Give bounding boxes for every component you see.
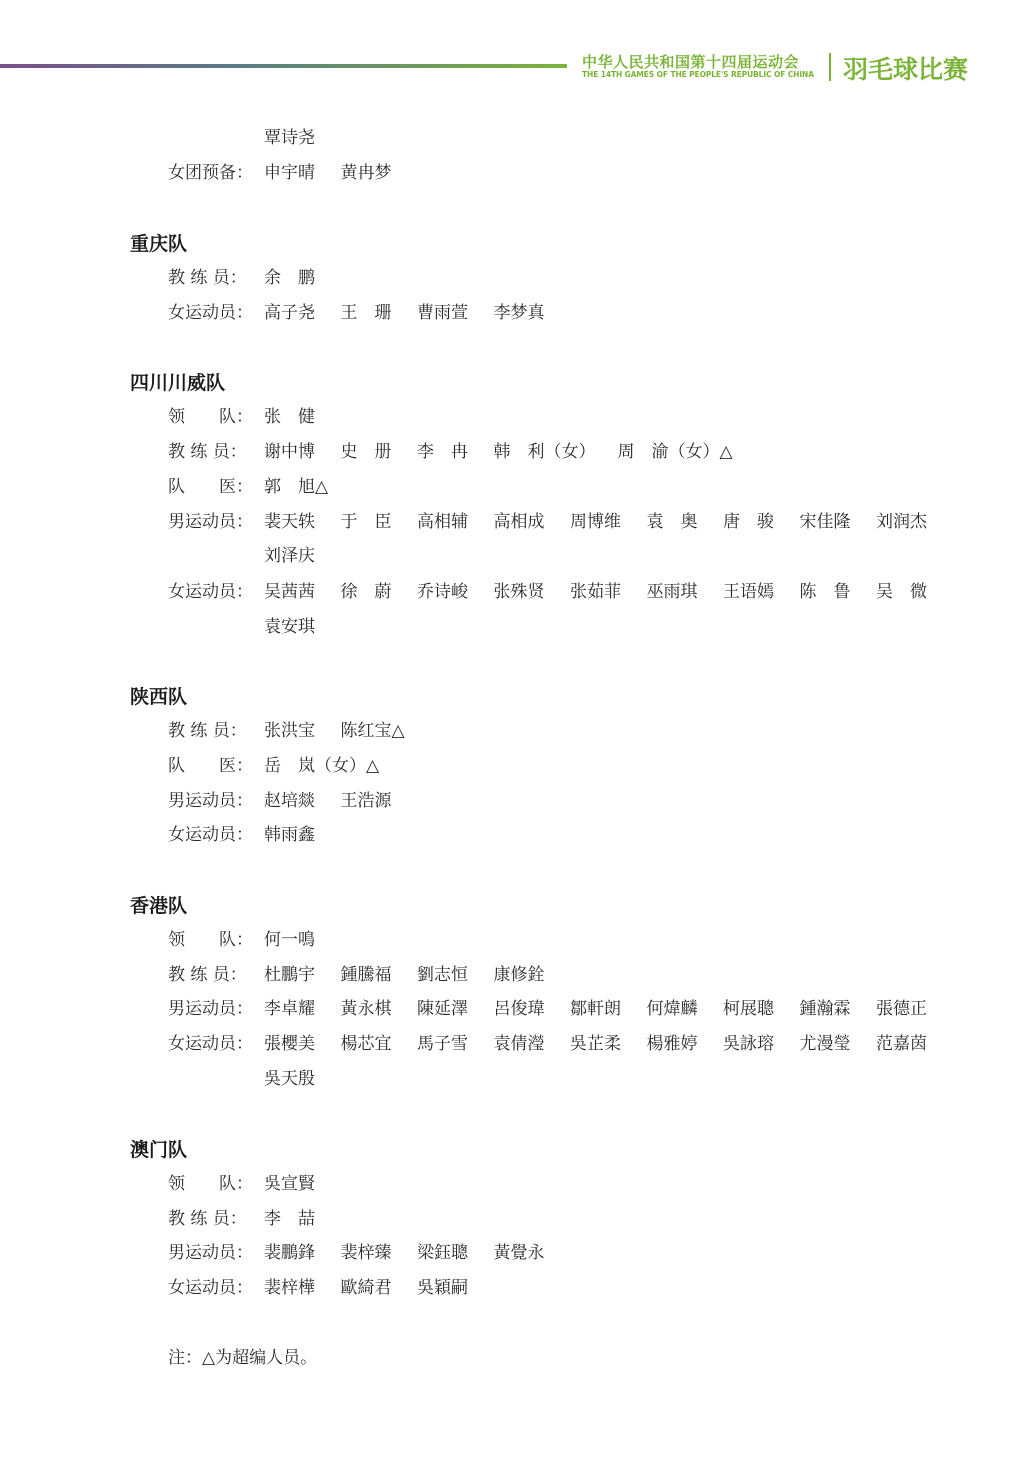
person-name: 劉志恒 bbox=[417, 965, 468, 985]
person-name: 高相成 bbox=[493, 512, 545, 532]
person-name: 鍾騰福 bbox=[340, 965, 392, 985]
name-list bbox=[264, 1207, 341, 1231]
role-label: 教 练 员： bbox=[168, 721, 247, 741]
person-name: 张洪宝 bbox=[264, 721, 315, 741]
role-label: 教 练 员： bbox=[168, 965, 247, 985]
role-label: 女运动员： bbox=[168, 1034, 253, 1054]
role-label: 领 队： bbox=[168, 1174, 253, 1194]
person-name: 李梦真 bbox=[493, 303, 545, 323]
person-name: 袁安琪 bbox=[264, 617, 315, 637]
role-label: 女团预备： bbox=[168, 163, 253, 183]
person-name: 吴茜茜 bbox=[264, 582, 315, 602]
name-list bbox=[264, 161, 417, 185]
name-list bbox=[264, 301, 570, 325]
person-name: 鄒軒朗 bbox=[570, 999, 621, 1019]
person-name: 李 冉 bbox=[417, 442, 468, 462]
role-label: 女运动员： bbox=[168, 1278, 253, 1298]
person-name: 史 册 bbox=[340, 442, 392, 462]
role-label: 男运动员： bbox=[168, 999, 253, 1019]
name-list bbox=[264, 405, 341, 429]
person-name: 吳詠瑢 bbox=[723, 1034, 774, 1054]
person-name: 黃永棋 bbox=[340, 999, 392, 1019]
person-name: 黄冉梦 bbox=[340, 163, 392, 183]
person-name: 裴鵬鋒 bbox=[264, 1243, 315, 1263]
role-label: 男运动员： bbox=[168, 512, 253, 532]
name-list bbox=[264, 475, 341, 499]
person-name: 刘泽庆 bbox=[264, 546, 315, 566]
person-name: 周 渝（女）△ bbox=[617, 442, 733, 462]
person-name: 周博维 bbox=[570, 512, 621, 532]
person-name: 李 喆 bbox=[264, 1209, 315, 1229]
name-list bbox=[264, 823, 341, 847]
person-name: 郭 旭△ bbox=[264, 477, 329, 497]
person-name: 张茹菲 bbox=[570, 582, 621, 602]
person-name: 何一鳴 bbox=[264, 930, 315, 950]
person-name: 馬子雪 bbox=[417, 1034, 468, 1054]
person-name: 吳芷柔 bbox=[570, 1034, 621, 1054]
person-name: 陈 鲁 bbox=[799, 582, 851, 602]
role-label: 领 队： bbox=[168, 407, 253, 427]
person-name: 袁倩瀅 bbox=[493, 1034, 545, 1054]
role-label: 女运动员： bbox=[168, 825, 253, 845]
person-name: 袁 奥 bbox=[646, 512, 698, 532]
person-name: 鍾瀚霖 bbox=[799, 999, 851, 1019]
name-list bbox=[264, 510, 953, 534]
person-name: 刘润杰 bbox=[876, 512, 927, 532]
role-label: 男运动员： bbox=[168, 791, 253, 811]
name-list bbox=[264, 997, 953, 1021]
person-name: 王 珊 bbox=[340, 303, 392, 323]
person-name: 康修銓 bbox=[493, 965, 545, 985]
header-gradient-line bbox=[0, 64, 567, 68]
person-name: 张 健 bbox=[264, 407, 315, 427]
role-label: 领 队： bbox=[168, 930, 253, 950]
person-name: 韩 利（女） bbox=[493, 442, 596, 462]
person-name: 楊雅婷 bbox=[646, 1034, 698, 1054]
footnote: 注：△为超编人员。 bbox=[168, 1348, 318, 1368]
person-name: 楊芯宜 bbox=[340, 1034, 392, 1054]
games-title-cn: 中华人民共和国第十四届运动会 bbox=[582, 53, 800, 71]
name-list bbox=[264, 544, 341, 568]
person-name: 曹雨萱 bbox=[417, 303, 468, 323]
person-name: 吳天殷 bbox=[264, 1069, 315, 1089]
person-name: 谢中博 bbox=[264, 442, 315, 462]
name-list bbox=[264, 1241, 570, 1265]
person-name: 张殊贤 bbox=[493, 582, 545, 602]
role-label: 队 医： bbox=[168, 477, 253, 497]
team-title: 陕西队 bbox=[130, 686, 188, 708]
role-label: 教 练 员： bbox=[168, 442, 247, 462]
name-list bbox=[264, 1067, 341, 1091]
role-label: 队 医： bbox=[168, 756, 253, 776]
prev-continuation: 覃诗尧 bbox=[264, 128, 315, 148]
person-name: 岳 岚（女）△ bbox=[264, 756, 380, 776]
person-name: 高相辅 bbox=[417, 512, 468, 532]
name-list bbox=[264, 440, 755, 464]
name-list bbox=[264, 266, 341, 290]
person-name: 柯展聰 bbox=[723, 999, 774, 1019]
name-list bbox=[264, 1276, 494, 1300]
person-name: 黃覺永 bbox=[493, 1243, 545, 1263]
person-name: 唐 骏 bbox=[723, 512, 774, 532]
person-name: 梁鈺聰 bbox=[417, 1243, 468, 1263]
role-label: 女运动员： bbox=[168, 582, 253, 602]
name-list bbox=[264, 1032, 953, 1056]
team-title: 重庆队 bbox=[130, 233, 188, 255]
person-name: 李卓耀 bbox=[264, 999, 315, 1019]
role-label: 教 练 员： bbox=[168, 1209, 247, 1229]
person-name: 王语嫣 bbox=[723, 582, 774, 602]
person-name: 尤漫瑩 bbox=[799, 1034, 851, 1054]
name-list bbox=[264, 963, 570, 987]
person-name: 張德正 bbox=[876, 999, 927, 1019]
person-name: 吴 微 bbox=[876, 582, 927, 602]
team-title: 澳门队 bbox=[130, 1139, 188, 1161]
person-name: 赵培燚 bbox=[264, 791, 315, 811]
person-name: 張櫻美 bbox=[264, 1034, 315, 1054]
person-name: 裴梓樺 bbox=[264, 1278, 315, 1298]
person-name: 王浩源 bbox=[340, 791, 392, 811]
header-divider bbox=[829, 53, 831, 81]
person-name: 杜鵬宇 bbox=[264, 965, 315, 985]
person-name: 余 鹏 bbox=[264, 268, 315, 288]
person-name: 陈红宝△ bbox=[340, 721, 405, 741]
person-name: 乔诗峻 bbox=[417, 582, 468, 602]
name-list bbox=[264, 1172, 341, 1196]
name-list bbox=[264, 580, 953, 604]
name-list bbox=[264, 615, 341, 639]
role-label: 男运动员： bbox=[168, 1243, 253, 1263]
person-name: 于 臣 bbox=[340, 512, 392, 532]
role-label: 教 练 员： bbox=[168, 268, 247, 288]
team-title: 四川川威队 bbox=[130, 372, 226, 394]
person-name: 吳宣賢 bbox=[264, 1174, 315, 1194]
person-name: 吳穎嗣 bbox=[417, 1278, 468, 1298]
name-list bbox=[264, 754, 380, 778]
person-name: 何煒麟 bbox=[646, 999, 698, 1019]
person-name: 徐 蔚 bbox=[340, 582, 392, 602]
person-name: 呂俊瑋 bbox=[493, 999, 545, 1019]
person-name: 申宇晴 bbox=[264, 163, 315, 183]
team-title: 香港队 bbox=[130, 895, 188, 917]
person-name: 韩雨鑫 bbox=[264, 825, 315, 845]
person-name: 歐綺君 bbox=[340, 1278, 392, 1298]
person-name: 范嘉茵 bbox=[876, 1034, 927, 1054]
person-name: 陳延澤 bbox=[417, 999, 468, 1019]
name-list bbox=[264, 719, 417, 743]
role-label: 女运动员： bbox=[168, 303, 253, 323]
games-title-en: THE 14TH GAMES OF THE PEOPLE'S REPUBLIC OF CHINA bbox=[582, 70, 814, 79]
person-name: 裴天轶 bbox=[264, 512, 315, 532]
person-name: 裴梓臻 bbox=[340, 1243, 392, 1263]
person-name: 高子尧 bbox=[264, 303, 315, 323]
name-list bbox=[264, 789, 417, 813]
page-header bbox=[0, 0, 1012, 95]
person-name: 巫雨琪 bbox=[646, 582, 698, 602]
event-title: 羽毛球比赛 bbox=[843, 55, 969, 84]
name-list bbox=[264, 928, 341, 952]
person-name: 宋佳隆 bbox=[799, 512, 851, 532]
